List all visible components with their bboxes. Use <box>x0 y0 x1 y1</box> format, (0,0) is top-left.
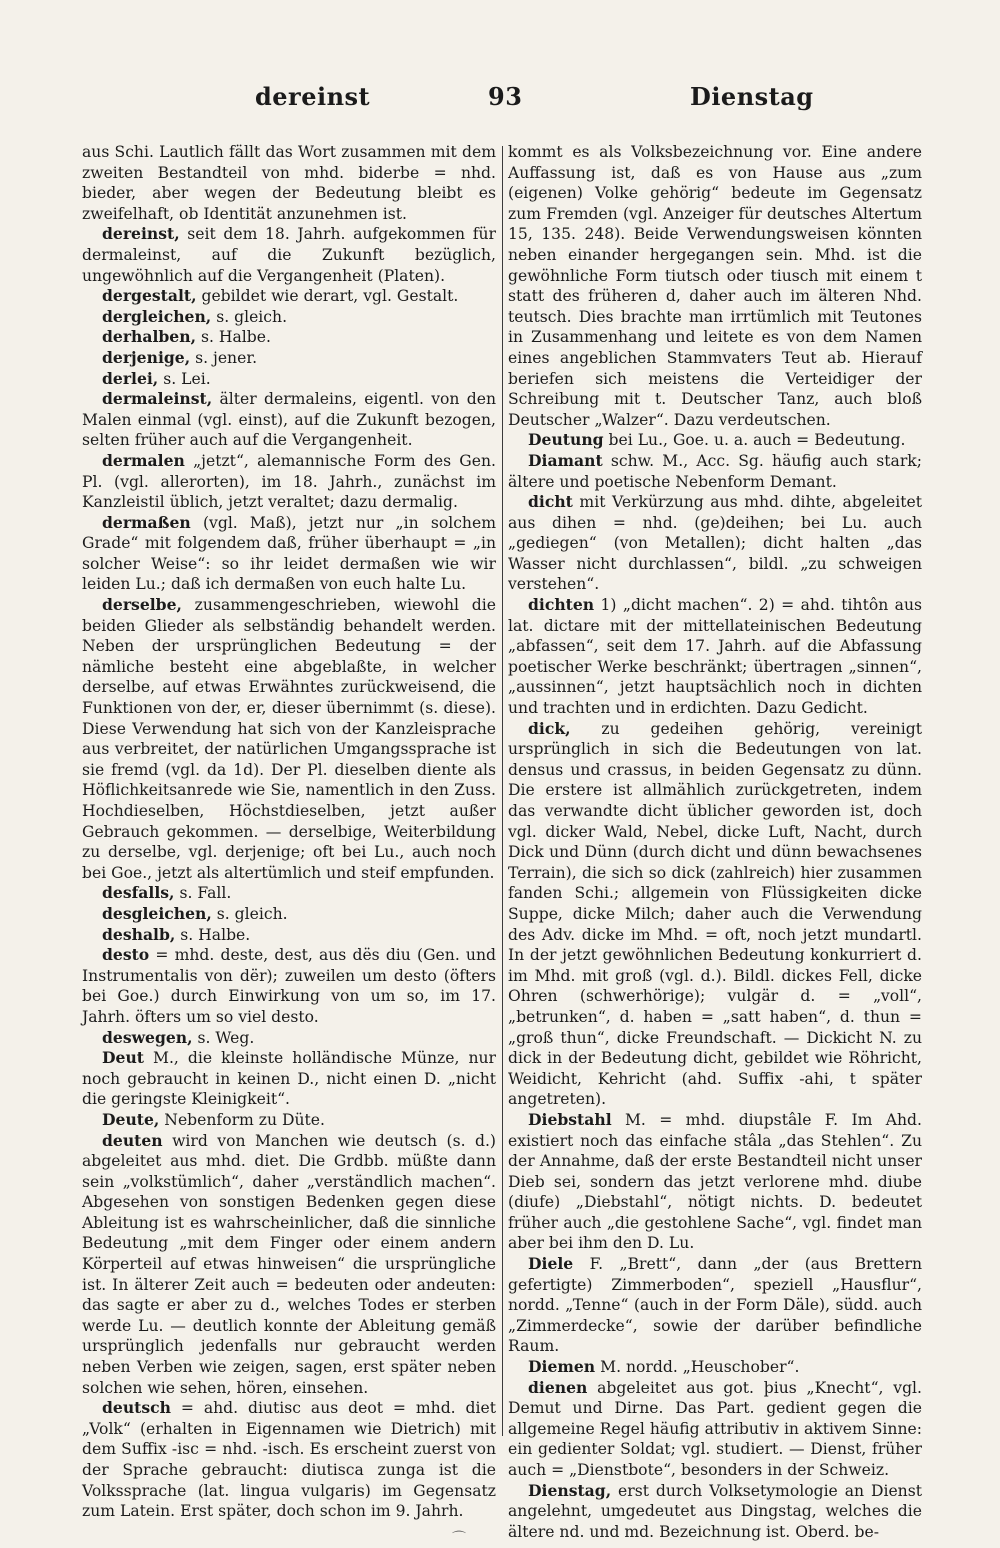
dictionary-entry <box>82 1131 496 1399</box>
entry-headword: derselbe, <box>102 595 182 615</box>
entry-headword: Diele <box>528 1254 574 1274</box>
entry-headword: dergestalt, <box>102 286 197 306</box>
header-right-catchword: Dienstag <box>690 82 814 111</box>
entry-text: s. Halbe. <box>175 925 251 944</box>
entry-headword: dergleichen, <box>102 306 212 326</box>
entry-text: zu gedeihen gehörig, vereinigt ursprünglich in sich die Bedeutungen von lat. densus und crassus, in beiden Gegensatz zu dünn. Die erstere ist allmählich zurückgetreten, indem das verwandte dicht üblicher geworden ist, doch vgl. dicker Wald, Nebel, dicke Luft, Nacht, durch Dick und Dünn (durch dicht und dünn bewachsenes Terrain), die sich so dick (zahlreich) hier zusammen fanden Schi.; allgemein von Flüssigkeiten dicke Suppe, dicke Milch; daher auch die Verwendung des Adv. dicke im Mhd. = oft, noch jetzt mundartl. In der jetzt gewöhnlichen Bedeutung konkurriert d. im Mhd. mit groß (vgl. d.). Bildl. dickes Fell, dicke Ohren (schwerhörige); vulgär d. = „voll“, „betrunken“, d. haben = „satt haben“, d. thun = „groß thun“, dicke Freundschaft. — Dickicht N. zu dick in der Bedeutung dicht, gebildet wie Röhricht, Weidicht, Kehricht (ahd. Suffix -ahi, t später angetreten). <box>508 719 922 1109</box>
dictionary-entry <box>508 1357 922 1378</box>
dictionary-entry <box>508 595 922 719</box>
dictionary-entry <box>508 142 922 430</box>
entry-text: Nebenform zu Düte. <box>159 1110 325 1129</box>
entry-headword: deutsch <box>102 1398 171 1418</box>
entry-text: älter dermaleins, eigentl. von den Malen einmal (vgl. einst), auf die Zukunft bezogen, selten früher auch auf die Vergangenheit. <box>82 390 496 450</box>
entry-headword: Diebstahl <box>528 1109 612 1129</box>
entry-text: s. Fall. <box>174 884 232 903</box>
entry-text: mit Verkürzung aus mhd. dihte, abgeleitet aus dihen = nhd. (ge)deihen; bei Lu. auch „gediegen“ (von Metallen); dicht halten „das Wasser nicht durchlassen“, bildl. „zu schweigen verstehen“. <box>508 493 922 594</box>
entry-headword: dienen <box>528 1377 588 1397</box>
entry-headword: desto <box>102 945 150 965</box>
dictionary-entry <box>82 224 496 286</box>
entry-text: s. Weg. <box>192 1028 255 1047</box>
entry-text: wird von Manchen wie deutsch (s. d.) abgeleitet aus mhd. diet. Die Grdbb. müßte dann sein „volkstümlich“, daher „verständlich machen“. Abgesehen von sonstigen Bedenken gegen diese Ableitung ist es wahrscheinlicher, daß die sinnliche Bedeutung „mit dem Finger oder einem andern Körperteil auf etwas hinweisen“ die ursprüngliche ist. In älterer Zeit auch = bedeuten oder andeuten: das sagte er aber zu d., welches Todes er sterben werde Lu. — deutlich konnte der Ableitung gemäß ursprünglich jedenfalls nur gebraucht werden neben Verben wie zeigen, sagen, erst später neben solchen wie sehen, hören, einsehen. <box>82 1131 496 1397</box>
dictionary-entry <box>508 1378 922 1481</box>
column-divider <box>502 146 503 1436</box>
entry-text: = mhd. deste, dest, aus dës diu (Gen. und Instrumentalis von dër); zuweilen um desto (öfters bei Goe.) durch Einwirkung von um so, im 17. Jahrh. öfters um so viel desto. <box>82 946 496 1026</box>
entry-headword: dereinst, <box>102 224 180 244</box>
entry-text: M. nordd. „Heuschober“. <box>595 1358 800 1377</box>
dictionary-entry <box>82 307 496 328</box>
dictionary-entry <box>82 925 496 946</box>
entry-text: = ahd. diutisc aus deot = mhd. diet „Volk“ (erhalten in Eigennamen wie Dietrich) mit dem Suffix -isc = nhd. -isch. Es erscheint zuerst von der Sprache gebraucht: diutisca zunga ist die Volkssprache (lat. lingua vulgaris) im Gegensatz zum Latein. Erst später, doch schon im 9. Jahrh. <box>82 1399 496 1521</box>
entry-text: schw. M., Acc. Sg. häufig auch stark; ältere und poetische Nebenform Demant. <box>508 451 922 491</box>
entry-headword: deswegen, <box>102 1027 193 1047</box>
entry-headword: dick, <box>528 718 571 738</box>
header-left-catchword: dereinst <box>255 82 371 111</box>
dictionary-entry <box>82 1028 496 1049</box>
entry-headword: Deute, <box>102 1109 160 1129</box>
page-number: 93 <box>488 82 523 111</box>
entry-text: aus Schi. Lautlich fällt das Wort zusammen mit dem zweiten Bestandteil von mhd. biderbe = nhd. bieder, aber wegen der Bedeutung bleibt es zweifelhaft, ob Identität anzunehmen ist. <box>82 143 496 223</box>
entry-text: kommt es als Volksbezeichnung vor. Eine andere Auffassung ist, daß es von Hause aus „zum (eigenen) Volke gehörig“ bedeute im Gegensatz zum Fremden (vgl. Anzeiger für deutsches Altertum 15, 135. 248). Beide Verwendungsweisen könnten neben einander hergegangen sein. Mhd. ist die gewöhnliche Form tiutsch oder tiusch mit einem t statt des früheren d, daher auch im älteren Nhd. teutsch. Dies brachte man irrtümlich mit Teutones in Zusammenhang und leitete es von dem Namen eines angeblichen Stammvaters Teut ab. Hierauf beriefen sich meistens die Verteidiger der Schreibung mit t. Deutscher Tanz, auch bloß Deutscher „Walzer“. Dazu verdeutschen. <box>508 143 922 429</box>
dictionary-entry <box>82 1048 496 1110</box>
entry-headword: dermaßen <box>102 512 191 532</box>
entry-text: s. gleich. <box>211 904 288 923</box>
entry-headword: desfalls, <box>102 883 175 903</box>
bottom-mark: ⌒ <box>452 1531 466 1547</box>
right-column <box>508 142 922 1542</box>
entry-headword: dicht <box>528 492 573 512</box>
dictionary-entry <box>82 883 496 904</box>
dictionary-entry <box>508 430 922 451</box>
dictionary-entry <box>508 1254 922 1357</box>
entry-text: „jetzt“, alemannische Form des Gen. Pl. (vgl. allerorten), im 18. Jahrh., zunächst im Kanzleistil üblich, jetzt veraltet; dazu dermalig. <box>82 451 496 512</box>
entry-text: 1) „dicht machen“. 2) = ahd. tihtôn aus lat. dictare mit der mittellateinischen Bedeutung „abfassen“, seit dem 17. Jahrh. auf die Abfassung poetischer Werke beschränkt; übertragen „sinnen“, „aussinnen“, jetzt hauptsächlich noch in dichten und trachten und in erdichten. Dazu Gedicht. <box>508 596 922 718</box>
dictionary-entry <box>82 286 496 307</box>
entry-text: F. „Brett“, dann „der (aus Brettern gefertigte) Zimmerboden“, speziell „Hausflur“, nordd. „Tenne“ (auch in der Form Däle), südd. auch „Zimmerdecke“, sowie der darüber befindliche Raum. <box>508 1255 922 1356</box>
running-head <box>0 82 1000 118</box>
dictionary-entry <box>508 1110 922 1254</box>
entry-headword: Diamant <box>528 450 603 470</box>
dictionary-entry <box>508 719 922 1110</box>
entry-text: bei Lu., Goe. u. a. auch = Bedeutung. <box>603 431 906 450</box>
entry-headword: dermalen <box>102 450 185 470</box>
dictionary-entry <box>82 595 496 883</box>
entry-headword: deuten <box>102 1130 163 1150</box>
dictionary-entry <box>82 348 496 369</box>
dictionary-entry <box>82 327 496 348</box>
entry-text: (vgl. Maß), jetzt nur „in solchem Grade“ mit folgendem daß, früher überhaupt = „in solcher Weise“: so ihr leidet dermaßen wie wir leiden Lu.; daß ich dermaßen von euch halte Lu. <box>82 513 496 594</box>
entry-headword: deshalb, <box>102 924 176 944</box>
dictionary-entry <box>82 1110 496 1131</box>
dictionary-entry <box>508 492 922 595</box>
entry-headword: Diemen <box>528 1357 596 1377</box>
entry-headword: Deut <box>102 1048 144 1068</box>
dictionary-entry <box>82 513 496 595</box>
dictionary-entry <box>82 369 496 390</box>
entry-text: s. Lei. <box>158 369 211 388</box>
left-column <box>82 142 496 1522</box>
dictionary-entry <box>508 451 922 492</box>
entry-text: M. = mhd. diupstâle F. Im Ahd. existiert noch das einfache stâla „das Stehlen“. Zu der Annahme, daß der erste Bestandteil nicht unser Dieb sei, sondern das jetzt verlorene mhd. diube (diufe) „Diebstahl“, nötigt nichts. D. bedeutet früher auch „die gestohlene Sache“, vgl. findet man aber bei ihm den D. Lu. <box>508 1110 922 1253</box>
entry-text: erst durch Volksetymologie an Dienst angelehnt, umgedeutet aus Dingstag, welches die ältere nd. und md. Bezeichnung ist. Oberd. be- <box>508 1481 922 1541</box>
entry-headword: derjenige, <box>102 347 191 367</box>
entry-text: s. jener. <box>190 348 258 367</box>
dictionary-entry <box>82 451 496 513</box>
dictionary-entry <box>508 1481 922 1543</box>
entry-headword: Deutung <box>528 430 604 450</box>
dictionary-entry <box>82 904 496 925</box>
entry-text: abgeleitet aus got. þius „Knecht“, vgl. Demut und Dirne. Das Part. gedient gegen die allgemeine Regel häufig attributiv in aktivem Sinne: ein gedienter Soldat; vgl. studiert. — Dienst, früher auch = „Dienstbote“, besonders in der Schweiz. <box>508 1378 922 1479</box>
entry-headword: desgleichen, <box>102 903 212 923</box>
entry-text: seit dem 18. Jahrh. aufgekommen für dermaleinst, auf die Zukunft bezüglich, ungewöhnlich auf die Vergangenheit (Platen). <box>82 225 496 285</box>
entry-text: M., die kleinste holländische Münze, nur noch gebraucht in keinen D., nicht einen D. „nicht die geringste Kleinigkeit“. <box>82 1049 496 1109</box>
entry-text: s. Halbe. <box>196 328 271 347</box>
entry-headword: Dienstag, <box>528 1480 612 1500</box>
dictionary-entry <box>82 945 496 1027</box>
entry-headword: derlei, <box>102 368 159 388</box>
entry-text: zusammengeschrieben, wiewohl die beiden Glieder als selbständig behandelt werden. Neben der ursprünglichen Bedeutung = der nämliche besteht eine abgeblaßte, in welcher derselbe, auf etwas Erwähntes zurückweisend, die Funktionen von der, er, dieser übernimmt (s. diese). Diese Verwendung hat sich von der Kanzleisprache aus verbreitet, der natürlichen Umgangssprache ist sie fremd (vgl. da 1d). Der Pl. dieselben diente als Höflichkeitsanrede wie Sie, namentlich in den Zuss. Hochdieselben, Höchstdieselben, jetzt außer Gebrauch gekommen. — derselbige, Weiterbildung zu derselbe, vgl. derjenige; oft bei Lu., auch noch bei Goe., jetzt als altertümlich und steif empfunden. <box>82 596 496 882</box>
entry-headword: dermaleinst, <box>102 389 213 409</box>
dictionary-entry <box>82 389 496 451</box>
entry-headword: derhalben, <box>102 327 196 347</box>
dictionary-entry <box>82 142 496 224</box>
entry-headword: dichten <box>528 595 595 615</box>
dictionary-entry <box>82 1398 496 1522</box>
entry-text: gebildet wie derart, vgl. Gestalt. <box>196 287 459 306</box>
entry-text: s. gleich. <box>211 307 288 326</box>
